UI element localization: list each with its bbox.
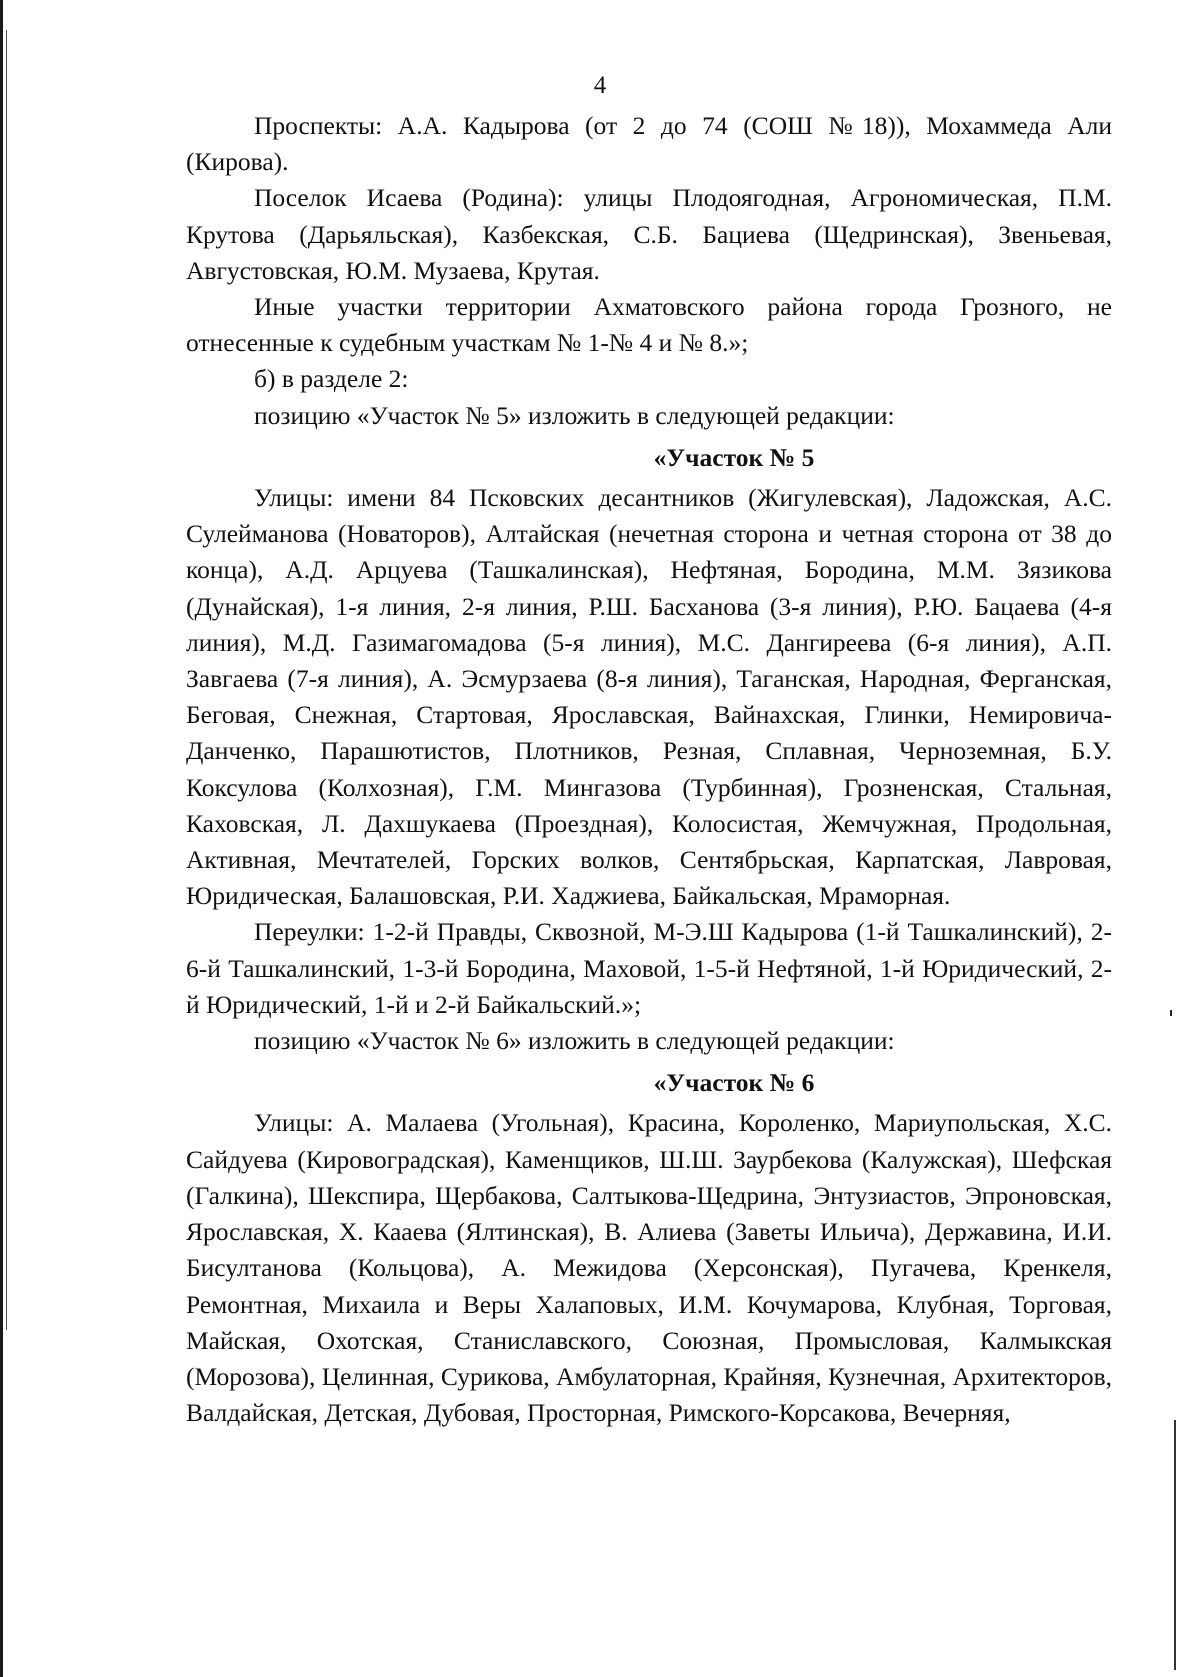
paragraph-settlement-isaeva: Поселок Исаева (Родина): улицы Плодоягодная, Агрономическая, П.М. Крутова (Дарьяльская), Казбекская, С.Б. Бациева (Щедринская), Звеньевая, Августовская, Ю.М. Музаева, Крутая. — [186, 183, 1112, 285]
page-number: 4 — [593, 72, 607, 99]
paragraph-other-areas: Иные участки территории Ахматовского района города Грозного, не отнесенные к судебным участкам № 1-№ 4 и № 8.»; — [186, 292, 1112, 358]
scan-border-left — [0, 0, 3, 1677]
heading-district-5: «Участок № 5 — [653, 442, 815, 472]
heading-district-6: «Участок № 6 — [653, 1068, 815, 1098]
paragraph-district-5-lanes: Переулки: 1-2-й Правды, Сквозной, М-Э.Ш Кадырова (1-й Ташкалинский), 2-6-й Ташкалинский, 1-3-й Бородина, Маховой, 1-5-й Нефтяной, 1-й Юридический, 2-й Юридический, 1-й и 2-й Байкальский.»; — [186, 917, 1112, 1019]
paragraph-position-5-intro: позицию «Участок № 5» изложить в следующей редакции: — [254, 400, 895, 430]
paragraph-position-6-intro: позицию «Участок № 6» изложить в следующей редакции: — [254, 1026, 895, 1056]
document-body — [186, 108, 1112, 1431]
paragraph-district-5-streets: Улицы: имени 84 Псковских десантников (Жигулевская), Ладожская, А.С. Сулейманова (Новаторов), Алтайская (нечетная сторона и четная сторона от 38 до конца), А.Д. Арцуева (Ташкалинская), Нефтяная, Бородина, М.М. Зязикова (Дунайская), 1-я линия, 2-я линия, Р.Ш. Басханова (3-я линия), Р.Ю. Бацаева (4-я линия), М.Д. Газимагомадова (5-я линия), М.С. Дангиреева (6-я линия), А.П. Завгаева (7-я линия), А. Эсмурзаева (8-я линия), Таганская, Народная, Ферганская, Беговая, Снежная, Стартовая, Ярославская, Вайнахская, Глинки, Немировича-Данченко, Парашютистов, Плотников, Резная, Сплавная, Черноземная, Б.У. Коксулова (Колхозная), Г.М. Мингазова (Турбинная), Грозненская, Стальная, Каховская, Л. Дахшукаева (Проездная), Колосистая, Жемчужная, Продольная, Активная, Мечтателей, Горских волков, Сентябрьская, Карпатская, Лавровая, Юридическая, Балашовская, Р.И. Хаджиева, Байкальская, Мраморная. — [186, 483, 1112, 911]
paragraph-section-2: б) в разделе 2: — [254, 364, 409, 394]
scan-border-left-inner — [6, 30, 7, 1330]
scan-mark-right — [1170, 1010, 1172, 1016]
paragraph-prospects: Проспекты: А.А. Кадырова (от 2 до 74 (СОШ №18)), Мохаммеда Али (Кирова). — [186, 111, 1112, 177]
scan-border-right — [1174, 1420, 1176, 1670]
paragraph-district-6-streets: Улицы: А. Малаева (Угольная), Красина, Короленко, Мариупольская, Х.С. Сайдуева (Кировоградская), Каменщиков, Ш.Ш. Заурбекова (Калужская), Шефская (Галкина), Шекспира, Щербакова, Салтыкова-Щедрина, Энтузиастов, Эпроновская, Ярославская, Х. Кааева (Ялтинская), В. Алиева (Заветы Ильича), Державина, И.И. Бисултанова (Кольцова), А. Межидова (Херсонская), Пугачева, Кренкеля, Ремонтная, Михаила и Веры Халаповых, И.М. Кочумарова, Клубная, Торговая, Майская, Охотская, Станиславского, Союзная, Промысловая, Калмыкская (Морозова), Целинная, Сурикова, Амбулаторная, Крайняя, Кузнечная, Архитекторов, Валдайская, Детская, Дубовая, Просторная, Римского-Корсакова, Вечерняя, — [186, 1108, 1113, 1428]
